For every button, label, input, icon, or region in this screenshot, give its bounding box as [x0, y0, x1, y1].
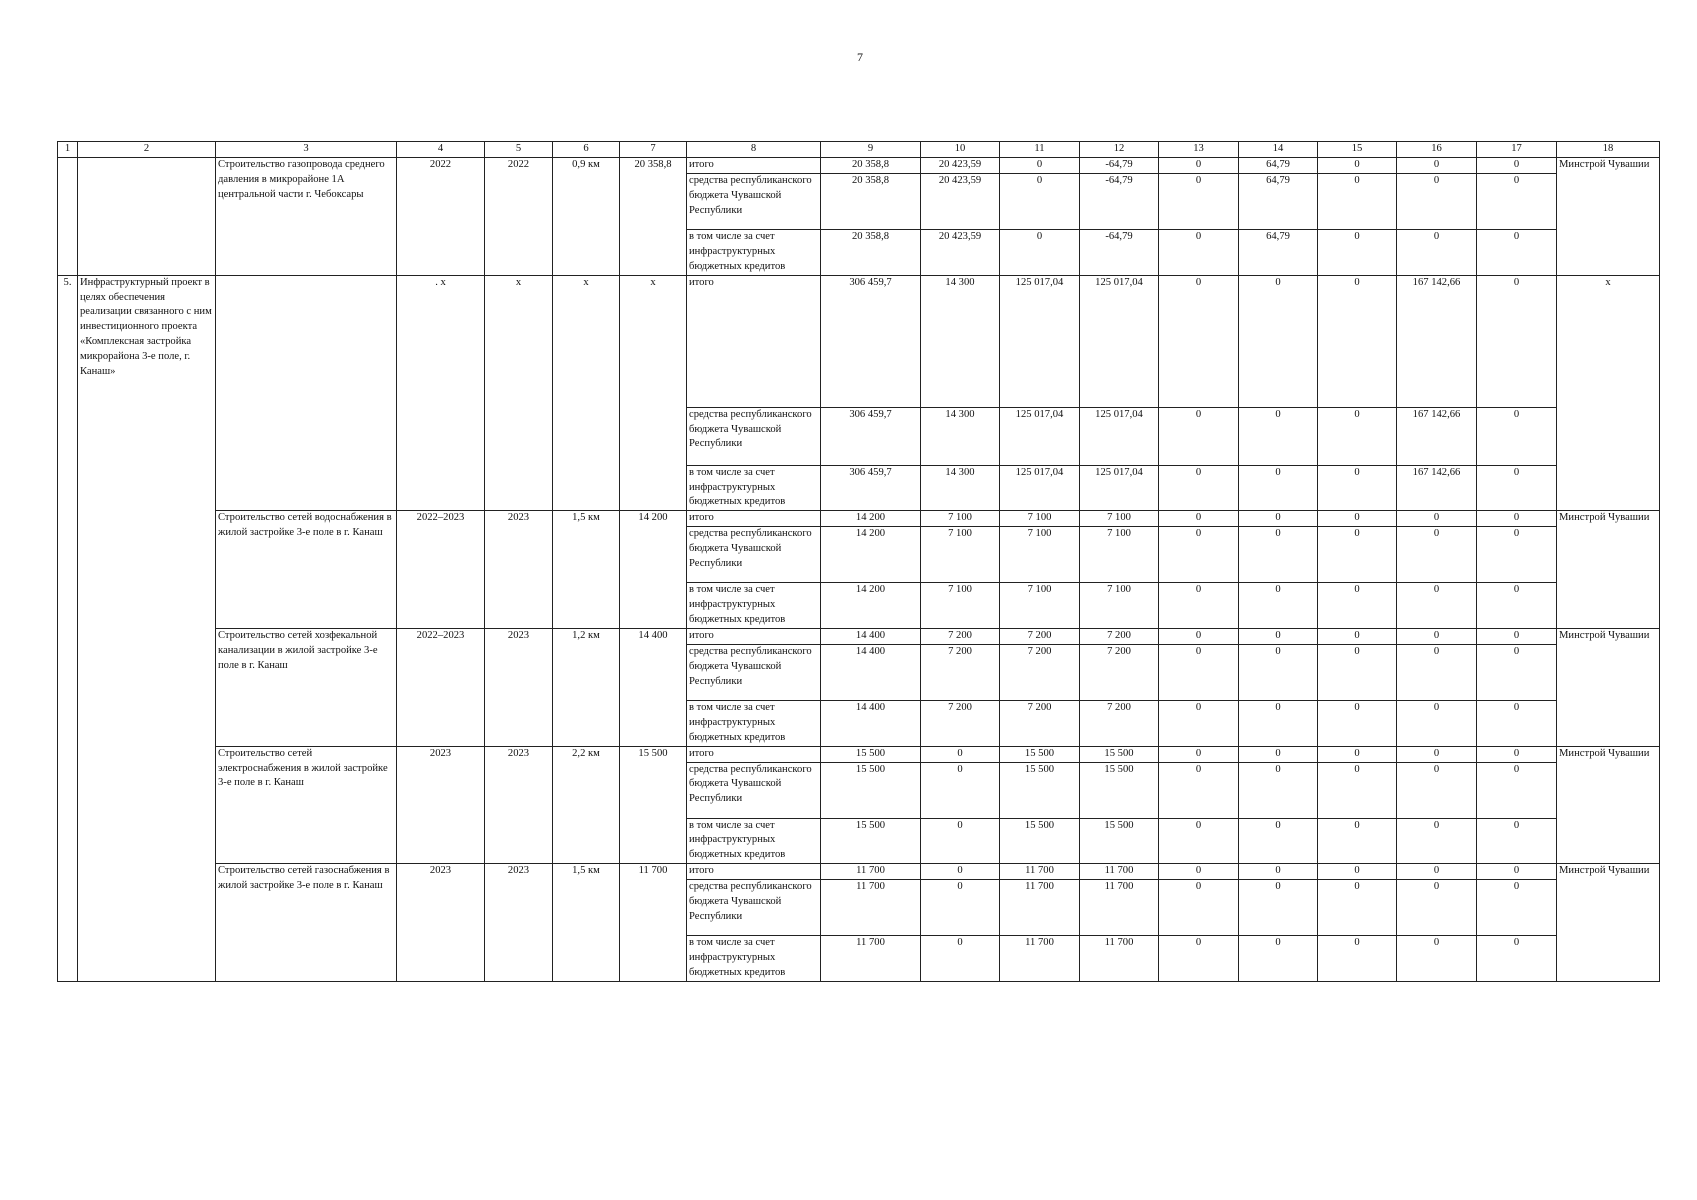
value-cell: 7 200: [1080, 700, 1159, 746]
table-row: [58, 746, 1660, 762]
source-label-cell: средства республиканского бюджета Чувашской Республики: [687, 762, 821, 818]
capacity-cell: 1,2 км: [553, 628, 620, 746]
value-cell: 7 200: [1000, 644, 1080, 700]
table-row: [58, 275, 1660, 407]
page-number: 7: [857, 50, 863, 64]
value-cell: 0: [1477, 527, 1557, 583]
object-name-cell: [216, 275, 397, 511]
value-cell: 0: [1318, 407, 1397, 465]
header-cell: 16: [1397, 142, 1477, 158]
source-label-cell: итого: [687, 511, 821, 527]
object-name-cell: Строительство сетей хозфекальной канализации в жилой застройке 3-е поле в г. Канаш: [216, 628, 397, 746]
value-cell: 0: [1318, 173, 1397, 229]
source-label-cell: средства республиканского бюджета Чувашской Республики: [687, 407, 821, 465]
end-year-cell: 2023: [485, 511, 553, 629]
financing-table: [57, 141, 1660, 982]
cost-cell: х: [620, 275, 687, 511]
value-cell: 0: [1477, 465, 1557, 511]
value-cell: 64,79: [1239, 158, 1318, 174]
table-row: [58, 511, 1660, 527]
value-cell: 7 200: [1080, 628, 1159, 644]
table-row: [58, 628, 1660, 644]
value-cell: 0: [1477, 407, 1557, 465]
end-year-cell: 2023: [485, 746, 553, 864]
value-cell: 125 017,04: [1000, 407, 1080, 465]
executor-cell: Минстрой Чувашии: [1557, 511, 1660, 629]
header-cell: 3: [216, 142, 397, 158]
value-cell: 0: [1397, 644, 1477, 700]
header-cell: 1: [58, 142, 78, 158]
value-cell: 0: [1318, 229, 1397, 275]
value-cell: 14 400: [821, 628, 921, 644]
project-name-cell: Инфраструктурный проект в целях обеспечения реализации связанного с ним инвестиционного проекта «Комплексная застройка микрорайона 3-е поле, г. Канаш»: [78, 275, 216, 981]
cost-cell: 14 400: [620, 628, 687, 746]
object-name-cell: Строительство сетей электроснабжения в жилой застройке 3-е поле в г. Канаш: [216, 746, 397, 864]
value-cell: 0: [1239, 527, 1318, 583]
value-cell: 7 200: [921, 644, 1000, 700]
value-cell: 0: [921, 880, 1000, 936]
value-cell: 7 100: [1080, 527, 1159, 583]
value-cell: 11 700: [1000, 880, 1080, 936]
cost-cell: 11 700: [620, 864, 687, 982]
value-cell: 0: [921, 864, 1000, 880]
value-cell: 0: [1318, 818, 1397, 864]
start-year-cell: 2023: [397, 746, 485, 864]
value-cell: 0: [1159, 628, 1239, 644]
project-name-cell: [78, 158, 216, 276]
value-cell: 7 200: [1000, 628, 1080, 644]
header-cell: 12: [1080, 142, 1159, 158]
value-cell: 0: [1159, 762, 1239, 818]
value-cell: 0: [1318, 864, 1397, 880]
value-cell: 125 017,04: [1000, 465, 1080, 511]
value-cell: 0: [1397, 173, 1477, 229]
value-cell: 0: [1159, 700, 1239, 746]
row-number-cell: [58, 158, 78, 276]
value-cell: 14 200: [821, 511, 921, 527]
value-cell: 306 459,7: [821, 275, 921, 407]
cost-cell: 14 200: [620, 511, 687, 629]
value-cell: 0: [1477, 275, 1557, 407]
value-cell: 0: [1159, 465, 1239, 511]
value-cell: 0: [1159, 407, 1239, 465]
value-cell: 0: [1477, 173, 1557, 229]
value-cell: -64,79: [1080, 158, 1159, 174]
source-label-cell: средства республиканского бюджета Чувашской Республики: [687, 527, 821, 583]
capacity-cell: 2,2 км: [553, 746, 620, 864]
value-cell: 0: [1397, 628, 1477, 644]
value-cell: 0: [1477, 880, 1557, 936]
source-label-cell: итого: [687, 275, 821, 407]
value-cell: 14 400: [821, 644, 921, 700]
value-cell: 14 300: [921, 275, 1000, 407]
value-cell: 11 700: [1080, 880, 1159, 936]
value-cell: 0: [1159, 818, 1239, 864]
value-cell: 11 700: [821, 936, 921, 982]
executor-cell: Минстрой Чувашии: [1557, 864, 1660, 982]
value-cell: 125 017,04: [1080, 275, 1159, 407]
value-cell: 0: [1239, 864, 1318, 880]
value-cell: 125 017,04: [1080, 465, 1159, 511]
value-cell: 0: [1318, 644, 1397, 700]
value-cell: 11 700: [1080, 864, 1159, 880]
value-cell: 64,79: [1239, 173, 1318, 229]
source-label-cell: в том числе за счет инфраструктурных бюджетных кредитов: [687, 818, 821, 864]
header-cell: 17: [1477, 142, 1557, 158]
value-cell: 0: [1159, 229, 1239, 275]
source-label-cell: в том числе за счет инфраструктурных бюджетных кредитов: [687, 229, 821, 275]
value-cell: 0: [1397, 229, 1477, 275]
value-cell: 0: [1318, 746, 1397, 762]
value-cell: 0: [1397, 158, 1477, 174]
value-cell: 14 300: [921, 407, 1000, 465]
value-cell: 7 200: [921, 628, 1000, 644]
value-cell: 7 200: [1000, 700, 1080, 746]
value-cell: 167 142,66: [1397, 275, 1477, 407]
start-year-cell: 2023: [397, 864, 485, 982]
header-cell: 7: [620, 142, 687, 158]
value-cell: 0: [1318, 762, 1397, 818]
value-cell: 11 700: [821, 880, 921, 936]
value-cell: 0: [1239, 511, 1318, 527]
value-cell: 64,79: [1239, 229, 1318, 275]
source-label-cell: итого: [687, 158, 821, 174]
value-cell: 0: [1318, 880, 1397, 936]
value-cell: 0: [1397, 880, 1477, 936]
value-cell: 20 358,8: [821, 229, 921, 275]
value-cell: 14 300: [921, 465, 1000, 511]
header-row: [58, 142, 1660, 158]
value-cell: 20 423,59: [921, 229, 1000, 275]
value-cell: 0: [1318, 936, 1397, 982]
value-cell: 15 500: [1000, 762, 1080, 818]
value-cell: 15 500: [821, 818, 921, 864]
value-cell: 0: [1159, 746, 1239, 762]
value-cell: 0: [1397, 936, 1477, 982]
header-cell: 11: [1000, 142, 1080, 158]
capacity-cell: 1,5 км: [553, 864, 620, 982]
row-number-cell: 5.: [58, 275, 78, 981]
value-cell: 0: [1159, 880, 1239, 936]
value-cell: 0: [1397, 818, 1477, 864]
value-cell: 7 200: [1080, 644, 1159, 700]
end-year-cell: 2023: [485, 628, 553, 746]
value-cell: 0: [1239, 880, 1318, 936]
value-cell: 0: [1239, 746, 1318, 762]
source-label-cell: средства республиканского бюджета Чувашской Республики: [687, 880, 821, 936]
value-cell: 0: [1318, 511, 1397, 527]
value-cell: 0: [1397, 746, 1477, 762]
value-cell: 0: [921, 762, 1000, 818]
value-cell: 0: [1477, 158, 1557, 174]
value-cell: 0: [1318, 275, 1397, 407]
table-row: [58, 158, 1660, 174]
value-cell: 0: [1159, 275, 1239, 407]
executor-cell: Минстрой Чувашии: [1557, 628, 1660, 746]
value-cell: 0: [1397, 864, 1477, 880]
value-cell: 0: [1397, 527, 1477, 583]
header-cell: 8: [687, 142, 821, 158]
value-cell: 0: [1239, 628, 1318, 644]
header-cell: 6: [553, 142, 620, 158]
value-cell: 0: [1477, 644, 1557, 700]
value-cell: 7 100: [1080, 511, 1159, 527]
value-cell: 0: [1477, 746, 1557, 762]
value-cell: -64,79: [1080, 173, 1159, 229]
value-cell: 0: [1159, 158, 1239, 174]
header-cell: 2: [78, 142, 216, 158]
value-cell: 0: [1477, 628, 1557, 644]
header-cell: 10: [921, 142, 1000, 158]
source-label-cell: средства республиканского бюджета Чувашской Республики: [687, 644, 821, 700]
value-cell: 20 423,59: [921, 158, 1000, 174]
value-cell: 306 459,7: [821, 465, 921, 511]
value-cell: 0: [1000, 229, 1080, 275]
value-cell: 0: [1159, 864, 1239, 880]
source-label-cell: итого: [687, 864, 821, 880]
source-label-cell: в том числе за счет инфраструктурных бюджетных кредитов: [687, 465, 821, 511]
value-cell: -64,79: [1080, 229, 1159, 275]
header-cell: 18: [1557, 142, 1660, 158]
value-cell: 0: [1477, 511, 1557, 527]
table-row: [58, 864, 1660, 880]
end-year-cell: 2023: [485, 864, 553, 982]
value-cell: 0: [1477, 700, 1557, 746]
start-year-cell: . х: [397, 275, 485, 511]
value-cell: 167 142,66: [1397, 465, 1477, 511]
value-cell: 0: [1477, 936, 1557, 982]
value-cell: 7 100: [1000, 583, 1080, 629]
value-cell: 7 100: [1000, 527, 1080, 583]
value-cell: 0: [1477, 762, 1557, 818]
value-cell: 0: [1397, 700, 1477, 746]
value-cell: 0: [1159, 936, 1239, 982]
value-cell: 11 700: [1080, 936, 1159, 982]
value-cell: 0: [1477, 229, 1557, 275]
value-cell: 0: [1239, 644, 1318, 700]
value-cell: 0: [921, 746, 1000, 762]
value-cell: 15 500: [821, 746, 921, 762]
object-name-cell: Строительство сетей водоснабжения в жилой застройке 3-е поле в г. Канаш: [216, 511, 397, 629]
value-cell: 0: [921, 818, 1000, 864]
value-cell: 0: [1318, 700, 1397, 746]
value-cell: 167 142,66: [1397, 407, 1477, 465]
value-cell: 15 500: [1080, 762, 1159, 818]
value-cell: 0: [1397, 511, 1477, 527]
header-cell: 9: [821, 142, 921, 158]
value-cell: 7 100: [1000, 511, 1080, 527]
value-cell: 0: [1159, 527, 1239, 583]
value-cell: 0: [1318, 583, 1397, 629]
executor-cell: Минстрой Чувашии: [1557, 158, 1660, 276]
executor-cell: х: [1557, 275, 1660, 511]
value-cell: 7 100: [921, 583, 1000, 629]
value-cell: 7 100: [1080, 583, 1159, 629]
value-cell: 0: [1239, 465, 1318, 511]
value-cell: 0: [1159, 511, 1239, 527]
value-cell: 0: [1477, 864, 1557, 880]
value-cell: 15 500: [1000, 818, 1080, 864]
source-label-cell: итого: [687, 746, 821, 762]
start-year-cell: 2022–2023: [397, 511, 485, 629]
source-label-cell: средства республиканского бюджета Чувашской Республики: [687, 173, 821, 229]
source-label-cell: в том числе за счет инфраструктурных бюджетных кредитов: [687, 936, 821, 982]
value-cell: 14 200: [821, 583, 921, 629]
value-cell: 7 100: [921, 527, 1000, 583]
value-cell: 0: [1239, 700, 1318, 746]
value-cell: 20 423,59: [921, 173, 1000, 229]
start-year-cell: 2022: [397, 158, 485, 276]
value-cell: 15 500: [1080, 818, 1159, 864]
value-cell: 0: [1159, 173, 1239, 229]
value-cell: 7 100: [921, 511, 1000, 527]
value-cell: 15 500: [1000, 746, 1080, 762]
cost-cell: 20 358,8: [620, 158, 687, 276]
value-cell: 0: [1318, 527, 1397, 583]
value-cell: 0: [1477, 583, 1557, 629]
value-cell: 20 358,8: [821, 173, 921, 229]
value-cell: 125 017,04: [1080, 407, 1159, 465]
value-cell: 0: [921, 936, 1000, 982]
header-cell: 4: [397, 142, 485, 158]
value-cell: 15 500: [821, 762, 921, 818]
value-cell: 11 700: [821, 864, 921, 880]
value-cell: 11 700: [1000, 864, 1080, 880]
value-cell: 20 358,8: [821, 158, 921, 174]
value-cell: 0: [1477, 818, 1557, 864]
value-cell: 0: [1239, 583, 1318, 629]
value-cell: 15 500: [1080, 746, 1159, 762]
header-cell: 14: [1239, 142, 1318, 158]
value-cell: 0: [1239, 762, 1318, 818]
header-cell: 13: [1159, 142, 1239, 158]
value-cell: 306 459,7: [821, 407, 921, 465]
header-cell: 15: [1318, 142, 1397, 158]
source-label-cell: итого: [687, 628, 821, 644]
value-cell: 0: [1000, 158, 1080, 174]
source-label-cell: в том числе за счет инфраструктурных бюджетных кредитов: [687, 700, 821, 746]
value-cell: 0: [1159, 583, 1239, 629]
start-year-cell: 2022–2023: [397, 628, 485, 746]
header-cell: 5: [485, 142, 553, 158]
source-label-cell: в том числе за счет инфраструктурных бюджетных кредитов: [687, 583, 821, 629]
value-cell: 7 200: [921, 700, 1000, 746]
capacity-cell: 0,9 км: [553, 158, 620, 276]
value-cell: 0: [1239, 818, 1318, 864]
value-cell: 0: [1397, 583, 1477, 629]
value-cell: 11 700: [1000, 936, 1080, 982]
value-cell: 0: [1000, 173, 1080, 229]
capacity-cell: х: [553, 275, 620, 511]
value-cell: 0: [1318, 628, 1397, 644]
end-year-cell: х: [485, 275, 553, 511]
end-year-cell: 2022: [485, 158, 553, 276]
value-cell: 0: [1239, 936, 1318, 982]
object-name-cell: Строительство сетей газоснабжения в жилой застройке 3-е поле в г. Канаш: [216, 864, 397, 982]
value-cell: 0: [1239, 275, 1318, 407]
value-cell: 0: [1318, 465, 1397, 511]
value-cell: 0: [1318, 158, 1397, 174]
value-cell: 125 017,04: [1000, 275, 1080, 407]
value-cell: 0: [1239, 407, 1318, 465]
value-cell: 14 400: [821, 700, 921, 746]
value-cell: 0: [1159, 644, 1239, 700]
value-cell: 14 200: [821, 527, 921, 583]
value-cell: 0: [1397, 762, 1477, 818]
object-name-cell: Строительство газопровода среднего давления в микрорайоне 1А центральной части г. Чебоксары: [216, 158, 397, 276]
capacity-cell: 1,5 км: [553, 511, 620, 629]
executor-cell: Минстрой Чувашии: [1557, 746, 1660, 864]
cost-cell: 15 500: [620, 746, 687, 864]
